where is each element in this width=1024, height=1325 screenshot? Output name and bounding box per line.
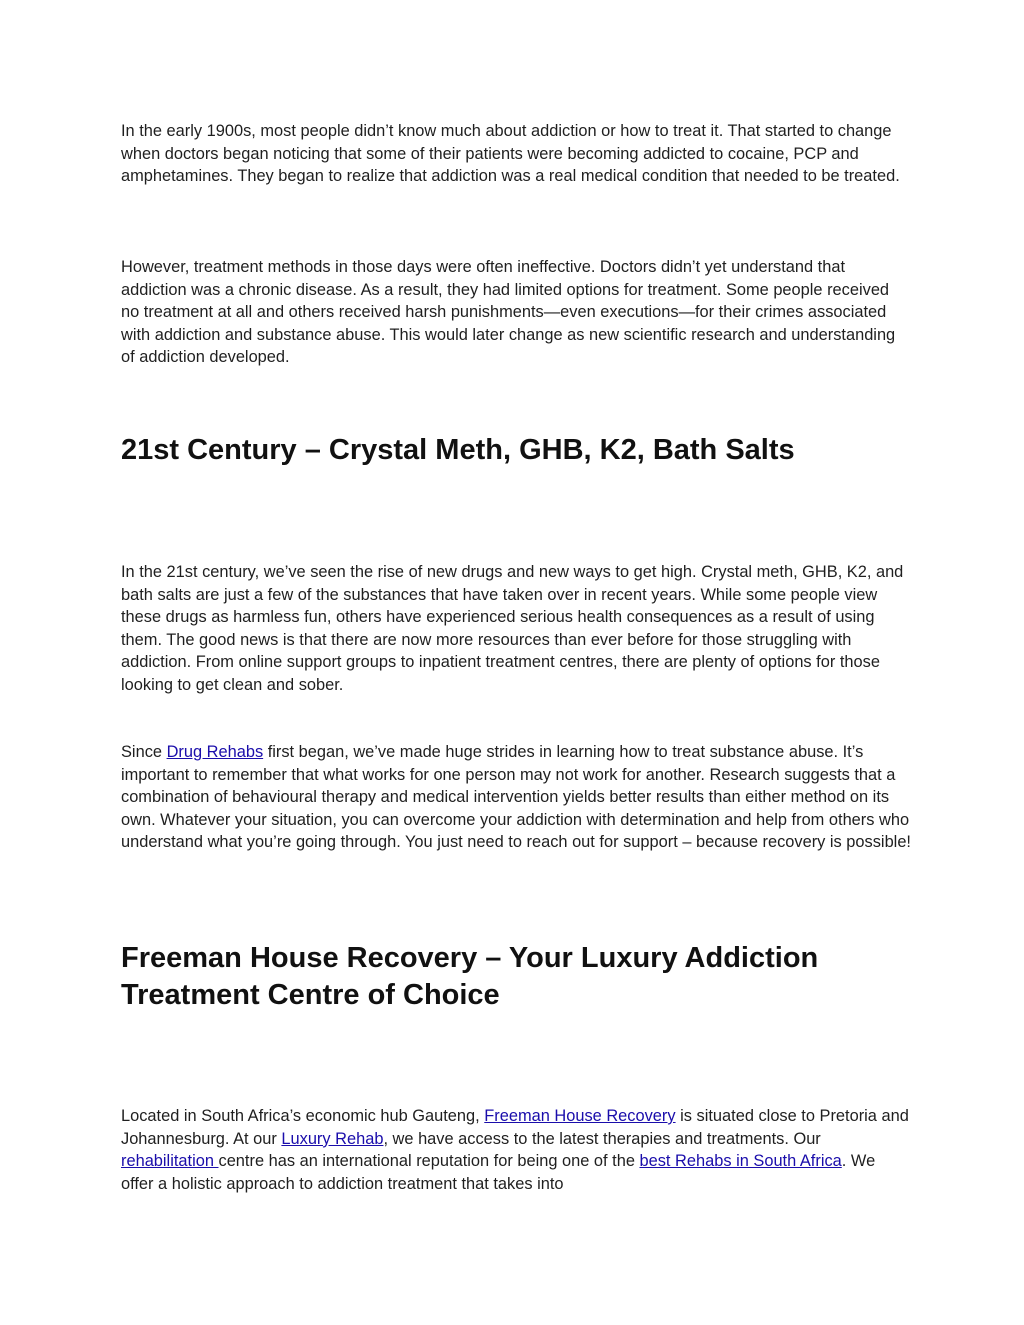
paragraph-treatment-methods: However, treatment methods in those days were often ineffective. Doctors didn’t yet understand that addiction was a chronic disease. As a result, they had limited options for treatment. Some people received no treatment at all and others received harsh punishments—even executions—for their crimes associated with addiction and substance abuse. This would later change as new scientific research and understanding of addiction developed. (121, 258, 896, 367)
paragraph-text: Since (121, 743, 167, 761)
freeman-house-recovery-link[interactable]: Freeman House Recovery (484, 1107, 676, 1125)
paragraph-text: first began, we’ve made huge strides in learning how to treat substance abuse. It’s important to remember that what works for one person may not work for another. Research suggests that a combination of behavioural therapy and medical intervention yields better results than either method on its own. Whatever your situation, you can overcome your addiction with determination and help from others who understand what you’re going through. You just need to reach out for support – because recovery is possible! (121, 743, 911, 852)
drug-rehabs-link[interactable]: Drug Rehabs (166, 743, 264, 761)
paragraph-drug-rehabs (121, 741, 911, 854)
heading-21st-century: 21st Century – Crystal Meth, GHB, K2, Bath Salts (121, 434, 795, 466)
heading-freeman-house-recovery: Freeman House Recovery – Your Luxury Addiction Treatment Centre of Choice (121, 942, 819, 1011)
paragraph-early-1900s: In the early 1900s, most people didn’t know much about addiction or how to treat it. That started to change when doctors began noticing that some of their patients were becoming addicted to cocaine, PCP and amphetamines. They began to realize that addiction was a real medical condition that needed to be treated. (121, 122, 900, 186)
rehabilitation-link[interactable]: rehabilitation (121, 1152, 219, 1171)
paragraph-freeman-house-location (121, 1105, 911, 1195)
paragraph-text: , we have access to the latest therapies and treatments. Our (383, 1129, 821, 1148)
paragraph-21st-century-drugs: In the 21st century, we’ve seen the rise of new drugs and new ways to get high. Crystal meth, GHB, K2, and bath salts are just a few of the substances that have taken over in recent years. While some people view these drugs as harmless fun, others have experienced serious health consequences as a result of using them. The good news is that there are now more resources than ever before for those struggling with addiction. From online support groups to inpatient treatment centres, there are plenty of options for those looking to get clean and sober. (121, 563, 904, 694)
paragraph-text: Located in South Africa’s economic hub Gauteng, (121, 1107, 485, 1125)
best-rehabs-south-africa-link[interactable]: best Rehabs in South Africa (639, 1152, 842, 1171)
luxury-rehab-link[interactable]: Luxury Rehab (281, 1129, 384, 1148)
paragraph-text: is situated close to Pretoria and Johannesburg. At our (121, 1107, 909, 1148)
paragraph-text: . We offer a holistic approach to addiction treatment that takes into (121, 1152, 876, 1193)
paragraph-text: centre has an international reputation for being one of the (218, 1152, 640, 1171)
